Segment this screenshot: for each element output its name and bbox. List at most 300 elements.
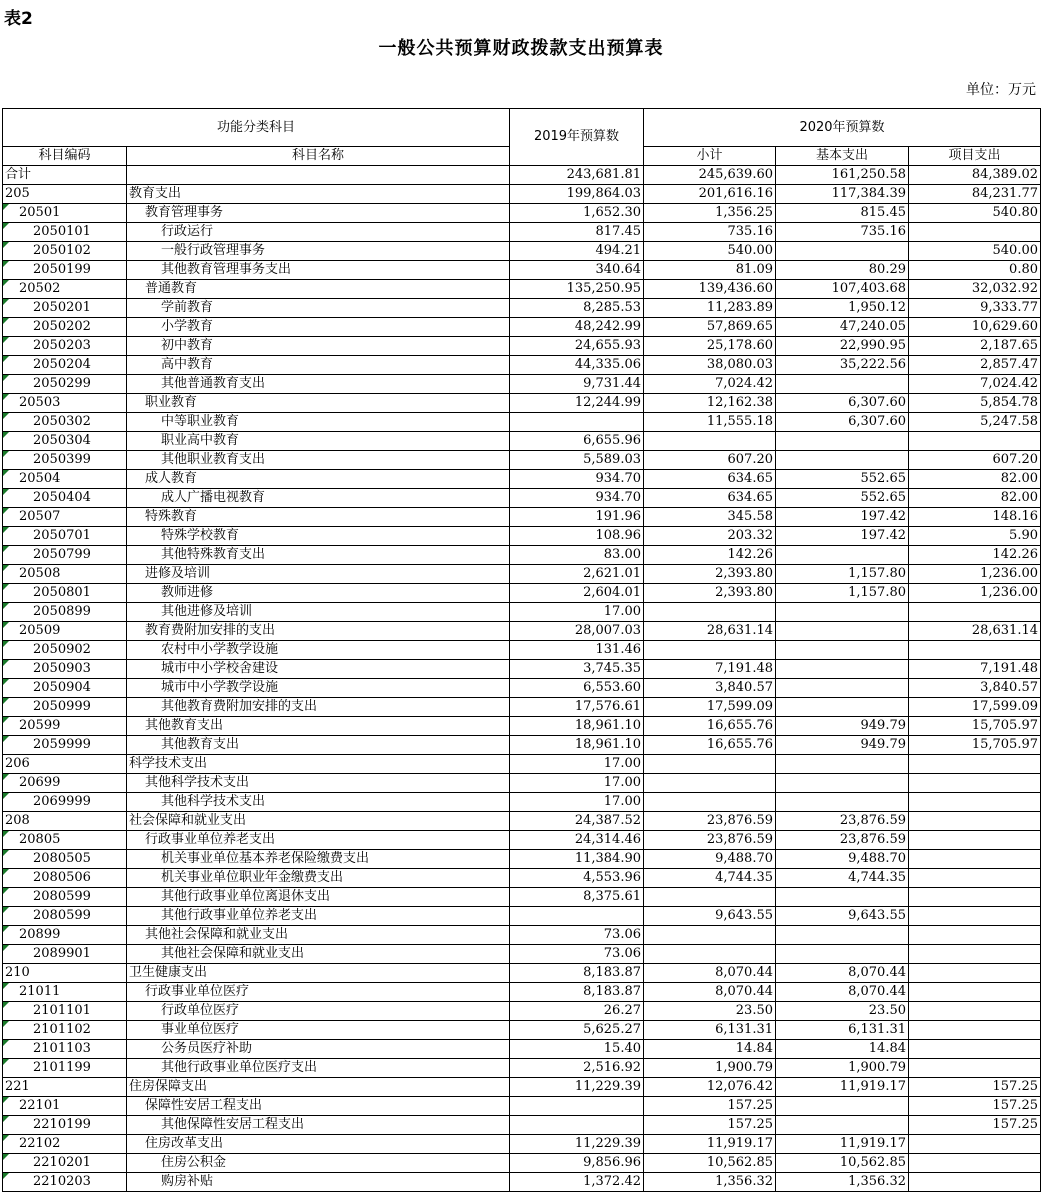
name-cell: 其他教育管理事务支出 [127, 261, 510, 280]
header-basic: 基本支出 [776, 147, 909, 166]
name-cell: 城市中小学校舍建设 [127, 660, 510, 679]
name-cell: 其他科学技术支出 [127, 793, 510, 812]
basic-cell [776, 926, 909, 945]
project-cell: 15,705.97 [909, 736, 1041, 755]
project-cell [909, 793, 1041, 812]
project-cell: 82.00 [909, 489, 1041, 508]
basic-cell [776, 603, 909, 622]
budget-2019-cell: 24,655.93 [510, 337, 644, 356]
header-2020-budget: 2020年预算数 [644, 109, 1041, 147]
name-cell: 科学技术支出 [127, 755, 510, 774]
budget-2019-cell [510, 413, 644, 432]
subtotal-cell: 8,070.44 [644, 983, 776, 1002]
project-cell [909, 888, 1041, 907]
code-cell: 2050299 [3, 375, 127, 394]
name-cell [127, 166, 510, 185]
subtotal-cell: 607.20 [644, 451, 776, 470]
budget-2019-cell: 11,229.39 [510, 1135, 644, 1154]
code-cell: 2101102 [3, 1021, 127, 1040]
table-row [3, 337, 1041, 356]
subtotal-cell: 11,919.17 [644, 1135, 776, 1154]
table-row [3, 185, 1041, 204]
table-row [3, 793, 1041, 812]
table-row [3, 603, 1041, 622]
basic-cell: 14.84 [776, 1040, 909, 1059]
project-cell: 1,236.00 [909, 584, 1041, 603]
budget-2019-cell: 17.00 [510, 755, 644, 774]
project-cell [909, 1002, 1041, 1021]
name-cell: 教育费附加安排的支出 [127, 622, 510, 641]
budget-2019-cell: 6,655.96 [510, 432, 644, 451]
project-cell [909, 945, 1041, 964]
code-cell: 2210203 [3, 1173, 127, 1192]
budget-2019-cell: 1,652.30 [510, 204, 644, 223]
project-cell: 82.00 [909, 470, 1041, 489]
project-cell [909, 1154, 1041, 1173]
project-cell: 9,333.77 [909, 299, 1041, 318]
code-cell: 2050404 [3, 489, 127, 508]
budget-2019-cell: 48,242.99 [510, 318, 644, 337]
budget-2019-cell: 2,621.01 [510, 565, 644, 584]
subtotal-cell: 11,555.18 [644, 413, 776, 432]
project-cell: 28,631.14 [909, 622, 1041, 641]
basic-cell [776, 622, 909, 641]
code-cell: 2050902 [3, 641, 127, 660]
name-cell: 机关事业单位职业年金缴费支出 [127, 869, 510, 888]
budget-2019-cell: 24,314.46 [510, 831, 644, 850]
budget-2019-cell: 44,335.06 [510, 356, 644, 375]
table-row [3, 641, 1041, 660]
subtotal-cell [644, 432, 776, 451]
budget-2019-cell: 11,384.90 [510, 850, 644, 869]
code-cell: 2059999 [3, 736, 127, 755]
project-cell [909, 1173, 1041, 1192]
table-row [3, 318, 1041, 337]
code-cell: 22101 [3, 1097, 127, 1116]
project-cell: 17,599.09 [909, 698, 1041, 717]
subtotal-cell [644, 755, 776, 774]
basic-cell: 949.79 [776, 717, 909, 736]
project-cell: 15,705.97 [909, 717, 1041, 736]
name-cell: 职业教育 [127, 394, 510, 413]
basic-cell: 23.50 [776, 1002, 909, 1021]
project-cell [909, 964, 1041, 983]
basic-cell: 107,403.68 [776, 280, 909, 299]
project-cell [909, 755, 1041, 774]
code-cell: 20899 [3, 926, 127, 945]
subtotal-cell: 6,131.31 [644, 1021, 776, 1040]
code-cell: 20507 [3, 508, 127, 527]
basic-cell: 1,157.80 [776, 565, 909, 584]
name-cell: 社会保障和就业支出 [127, 812, 510, 831]
budget-2019-cell: 108.96 [510, 527, 644, 546]
code-cell: 20502 [3, 280, 127, 299]
name-cell: 公务员医疗补助 [127, 1040, 510, 1059]
project-cell [909, 926, 1041, 945]
budget-2019-cell: 17.00 [510, 603, 644, 622]
project-cell: 540.80 [909, 204, 1041, 223]
table-row [3, 888, 1041, 907]
basic-cell: 735.16 [776, 223, 909, 242]
table-row [3, 166, 1041, 185]
code-cell: 2080505 [3, 850, 127, 869]
header-row-1 [3, 109, 1041, 147]
name-cell: 一般行政管理事务 [127, 242, 510, 261]
table-row [3, 1040, 1041, 1059]
basic-cell: 23,876.59 [776, 831, 909, 850]
basic-cell: 9,488.70 [776, 850, 909, 869]
table-row [3, 755, 1041, 774]
subtotal-cell: 4,744.35 [644, 869, 776, 888]
name-cell: 城市中小学教学设施 [127, 679, 510, 698]
budget-2019-cell: 8,183.87 [510, 983, 644, 1002]
table-row [3, 242, 1041, 261]
budget-2019-cell: 17.00 [510, 793, 644, 812]
table-row [3, 508, 1041, 527]
basic-cell [776, 945, 909, 964]
name-cell: 其他社会保障和就业支出 [127, 926, 510, 945]
subtotal-cell: 540.00 [644, 242, 776, 261]
subtotal-cell: 12,076.42 [644, 1078, 776, 1097]
project-cell [909, 774, 1041, 793]
code-cell: 2050302 [3, 413, 127, 432]
subtotal-cell: 245,639.60 [644, 166, 776, 185]
table-row [3, 1154, 1041, 1173]
budget-2019-cell: 3,745.35 [510, 660, 644, 679]
budget-2019-cell: 2,604.01 [510, 584, 644, 603]
code-cell: 2050799 [3, 546, 127, 565]
code-cell: 20508 [3, 565, 127, 584]
budget-2019-cell: 18,961.10 [510, 736, 644, 755]
subtotal-cell [644, 926, 776, 945]
code-cell: 2050903 [3, 660, 127, 679]
basic-cell [776, 1116, 909, 1135]
name-cell: 农村中小学教学设施 [127, 641, 510, 660]
header-2019-budget: 2019年预算数 [510, 109, 644, 166]
code-cell: 20503 [3, 394, 127, 413]
basic-cell: 1,157.80 [776, 584, 909, 603]
budget-2019-cell: 817.45 [510, 223, 644, 242]
budget-2019-cell: 934.70 [510, 489, 644, 508]
subtotal-cell: 16,655.76 [644, 736, 776, 755]
table-row [3, 451, 1041, 470]
subtotal-cell [644, 945, 776, 964]
name-cell: 特殊教育 [127, 508, 510, 527]
budget-2019-cell: 199,864.03 [510, 185, 644, 204]
budget-2019-cell: 24,387.52 [510, 812, 644, 831]
name-cell: 其他教育费附加安排的支出 [127, 698, 510, 717]
name-cell: 卫生健康支出 [127, 964, 510, 983]
basic-cell: 6,307.60 [776, 394, 909, 413]
subtotal-cell: 139,436.60 [644, 280, 776, 299]
name-cell: 其他保障性安居工程支出 [127, 1116, 510, 1135]
basic-cell [776, 888, 909, 907]
budget-2019-cell: 5,625.27 [510, 1021, 644, 1040]
budget-2019-cell: 8,375.61 [510, 888, 644, 907]
header-subtotal: 小计 [644, 147, 776, 166]
subtotal-cell: 1,900.79 [644, 1059, 776, 1078]
basic-cell [776, 242, 909, 261]
project-cell: 84,389.02 [909, 166, 1041, 185]
name-cell: 其他社会保障和就业支出 [127, 945, 510, 964]
name-cell: 住房公积金 [127, 1154, 510, 1173]
code-cell: 22102 [3, 1135, 127, 1154]
basic-cell: 161,250.58 [776, 166, 909, 185]
code-cell: 2089901 [3, 945, 127, 964]
code-cell: 2050201 [3, 299, 127, 318]
code-cell: 2210201 [3, 1154, 127, 1173]
name-cell: 其他职业教育支出 [127, 451, 510, 470]
project-cell: 540.00 [909, 242, 1041, 261]
name-cell: 中等职业教育 [127, 413, 510, 432]
code-cell: 2050203 [3, 337, 127, 356]
project-cell: 3,840.57 [909, 679, 1041, 698]
table-row [3, 812, 1041, 831]
name-cell: 其他教育支出 [127, 736, 510, 755]
table-row [3, 622, 1041, 641]
subtotal-cell [644, 774, 776, 793]
code-cell: 2101101 [3, 1002, 127, 1021]
name-cell: 普通教育 [127, 280, 510, 299]
subtotal-cell: 157.25 [644, 1097, 776, 1116]
basic-cell: 815.45 [776, 204, 909, 223]
table-row [3, 356, 1041, 375]
table-row [3, 565, 1041, 584]
table-row [3, 1078, 1041, 1097]
table-row [3, 964, 1041, 983]
basic-cell: 8,070.44 [776, 964, 909, 983]
budget-2019-cell: 11,229.39 [510, 1078, 644, 1097]
subtotal-cell: 142.26 [644, 546, 776, 565]
budget-2019-cell [510, 1116, 644, 1135]
table-number-label: 表2 [4, 9, 33, 29]
table-row [3, 736, 1041, 755]
table-row [3, 660, 1041, 679]
code-cell: 205 [3, 185, 127, 204]
project-cell: 1,236.00 [909, 565, 1041, 584]
table-row [3, 527, 1041, 546]
budget-2019-cell: 18,961.10 [510, 717, 644, 736]
code-cell: 2080599 [3, 907, 127, 926]
code-cell: 2050101 [3, 223, 127, 242]
table-row [3, 945, 1041, 964]
code-cell: 2050102 [3, 242, 127, 261]
basic-cell [776, 641, 909, 660]
table-row [3, 698, 1041, 717]
basic-cell [776, 660, 909, 679]
header-code: 科目编码 [3, 147, 127, 166]
basic-cell: 1,950.12 [776, 299, 909, 318]
budget-2019-cell: 73.06 [510, 945, 644, 964]
name-cell: 其他行政事业单位离退休支出 [127, 888, 510, 907]
name-cell: 高中教育 [127, 356, 510, 375]
project-cell: 32,032.92 [909, 280, 1041, 299]
subtotal-cell: 7,191.48 [644, 660, 776, 679]
code-cell: 2050701 [3, 527, 127, 546]
project-cell: 607.20 [909, 451, 1041, 470]
code-cell: 合计 [3, 166, 127, 185]
basic-cell: 9,643.55 [776, 907, 909, 926]
subtotal-cell: 9,643.55 [644, 907, 776, 926]
table-row [3, 470, 1041, 489]
budget-2019-cell [510, 907, 644, 926]
unit-label: 单位：万元 [966, 82, 1036, 98]
budget-2019-cell: 12,244.99 [510, 394, 644, 413]
table-row [3, 299, 1041, 318]
code-cell: 2210199 [3, 1116, 127, 1135]
project-cell: 7,024.42 [909, 375, 1041, 394]
code-cell: 21011 [3, 983, 127, 1002]
table-row [3, 869, 1041, 888]
subtotal-cell: 17,599.09 [644, 698, 776, 717]
subtotal-cell: 203.32 [644, 527, 776, 546]
project-cell: 157.25 [909, 1097, 1041, 1116]
name-cell: 住房保障支出 [127, 1078, 510, 1097]
project-cell [909, 641, 1041, 660]
code-cell: 2101199 [3, 1059, 127, 1078]
subtotal-cell: 7,024.42 [644, 375, 776, 394]
subtotal-cell: 28,631.14 [644, 622, 776, 641]
code-cell: 2069999 [3, 793, 127, 812]
basic-cell: 6,307.60 [776, 413, 909, 432]
table-row [3, 1135, 1041, 1154]
table-row [3, 261, 1041, 280]
subtotal-cell: 9,488.70 [644, 850, 776, 869]
subtotal-cell: 23,876.59 [644, 812, 776, 831]
name-cell: 其他特殊教育支出 [127, 546, 510, 565]
project-cell: 5.90 [909, 527, 1041, 546]
subtotal-cell: 14.84 [644, 1040, 776, 1059]
table-row [3, 1097, 1041, 1116]
subtotal-cell: 8,070.44 [644, 964, 776, 983]
project-cell: 157.25 [909, 1078, 1041, 1097]
subtotal-cell: 735.16 [644, 223, 776, 242]
subtotal-cell: 1,356.32 [644, 1173, 776, 1192]
code-cell: 210 [3, 964, 127, 983]
code-cell: 2050304 [3, 432, 127, 451]
subtotal-cell [644, 888, 776, 907]
code-cell: 2101103 [3, 1040, 127, 1059]
budget-2019-cell: 9,856.96 [510, 1154, 644, 1173]
project-cell [909, 812, 1041, 831]
budget-2019-cell: 17.00 [510, 774, 644, 793]
basic-cell [776, 451, 909, 470]
budget-2019-cell: 131.46 [510, 641, 644, 660]
subtotal-cell: 2,393.80 [644, 584, 776, 603]
table-row [3, 1059, 1041, 1078]
name-cell: 其他普通教育支出 [127, 375, 510, 394]
table-row [3, 1116, 1041, 1135]
project-cell [909, 983, 1041, 1002]
subtotal-cell: 634.65 [644, 470, 776, 489]
name-cell: 教育管理事务 [127, 204, 510, 223]
table-row [3, 375, 1041, 394]
table-row [3, 983, 1041, 1002]
project-cell [909, 432, 1041, 451]
subtotal-cell: 23.50 [644, 1002, 776, 1021]
budget-2019-cell: 1,372.42 [510, 1173, 644, 1192]
subtotal-cell: 157.25 [644, 1116, 776, 1135]
code-cell: 221 [3, 1078, 127, 1097]
name-cell: 初中教育 [127, 337, 510, 356]
name-cell: 住房改革支出 [127, 1135, 510, 1154]
code-cell: 2080599 [3, 888, 127, 907]
table-row [3, 907, 1041, 926]
basic-cell [776, 774, 909, 793]
subtotal-cell: 345.58 [644, 508, 776, 527]
name-cell: 其他行政事业单位养老支出 [127, 907, 510, 926]
subtotal-cell: 201,616.16 [644, 185, 776, 204]
name-cell: 购房补贴 [127, 1173, 510, 1192]
basic-cell: 197.42 [776, 508, 909, 527]
budget-2019-cell: 2,516.92 [510, 1059, 644, 1078]
table-row [3, 223, 1041, 242]
budget-2019-cell: 191.96 [510, 508, 644, 527]
budget-2019-cell: 6,553.60 [510, 679, 644, 698]
subtotal-cell: 10,562.85 [644, 1154, 776, 1173]
subtotal-cell [644, 793, 776, 812]
name-cell: 特殊学校教育 [127, 527, 510, 546]
project-cell [909, 1135, 1041, 1154]
subtotal-cell: 16,655.76 [644, 717, 776, 736]
table-row [3, 717, 1041, 736]
project-cell: 5,854.78 [909, 394, 1041, 413]
subtotal-cell: 1,356.25 [644, 204, 776, 223]
name-cell: 其他行政事业单位医疗支出 [127, 1059, 510, 1078]
basic-cell [776, 679, 909, 698]
budget-2019-cell: 9,731.44 [510, 375, 644, 394]
basic-cell: 1,900.79 [776, 1059, 909, 1078]
name-cell: 行政事业单位养老支出 [127, 831, 510, 850]
name-cell: 进修及培训 [127, 565, 510, 584]
budget-2019-cell: 934.70 [510, 470, 644, 489]
code-cell: 20509 [3, 622, 127, 641]
budget-2019-cell: 8,183.87 [510, 964, 644, 983]
budget-2019-cell: 26.27 [510, 1002, 644, 1021]
code-cell: 2050904 [3, 679, 127, 698]
code-cell: 20699 [3, 774, 127, 793]
name-cell: 保障性安居工程支出 [127, 1097, 510, 1116]
project-cell [909, 1021, 1041, 1040]
page-title: 一般公共预算财政拨款支出预算表 [378, 38, 664, 59]
project-cell: 7,191.48 [909, 660, 1041, 679]
basic-cell: 47,240.05 [776, 318, 909, 337]
basic-cell: 197.42 [776, 527, 909, 546]
table-row [3, 204, 1041, 223]
name-cell: 职业高中教育 [127, 432, 510, 451]
subtotal-cell: 81.09 [644, 261, 776, 280]
name-cell: 行政单位医疗 [127, 1002, 510, 1021]
code-cell: 206 [3, 755, 127, 774]
table-row [3, 1002, 1041, 1021]
name-cell: 教师进修 [127, 584, 510, 603]
code-cell: 2050204 [3, 356, 127, 375]
name-cell: 行政事业单位医疗 [127, 983, 510, 1002]
subtotal-cell [644, 603, 776, 622]
basic-cell [776, 793, 909, 812]
name-cell: 小学教育 [127, 318, 510, 337]
budget-2019-cell: 135,250.95 [510, 280, 644, 299]
table-row [3, 280, 1041, 299]
project-cell: 157.25 [909, 1116, 1041, 1135]
basic-cell: 23,876.59 [776, 812, 909, 831]
code-cell: 2050899 [3, 603, 127, 622]
basic-cell [776, 755, 909, 774]
budget-2019-cell: 8,285.53 [510, 299, 644, 318]
code-cell: 2050999 [3, 698, 127, 717]
code-cell: 20501 [3, 204, 127, 223]
name-cell: 成人广播电视教育 [127, 489, 510, 508]
